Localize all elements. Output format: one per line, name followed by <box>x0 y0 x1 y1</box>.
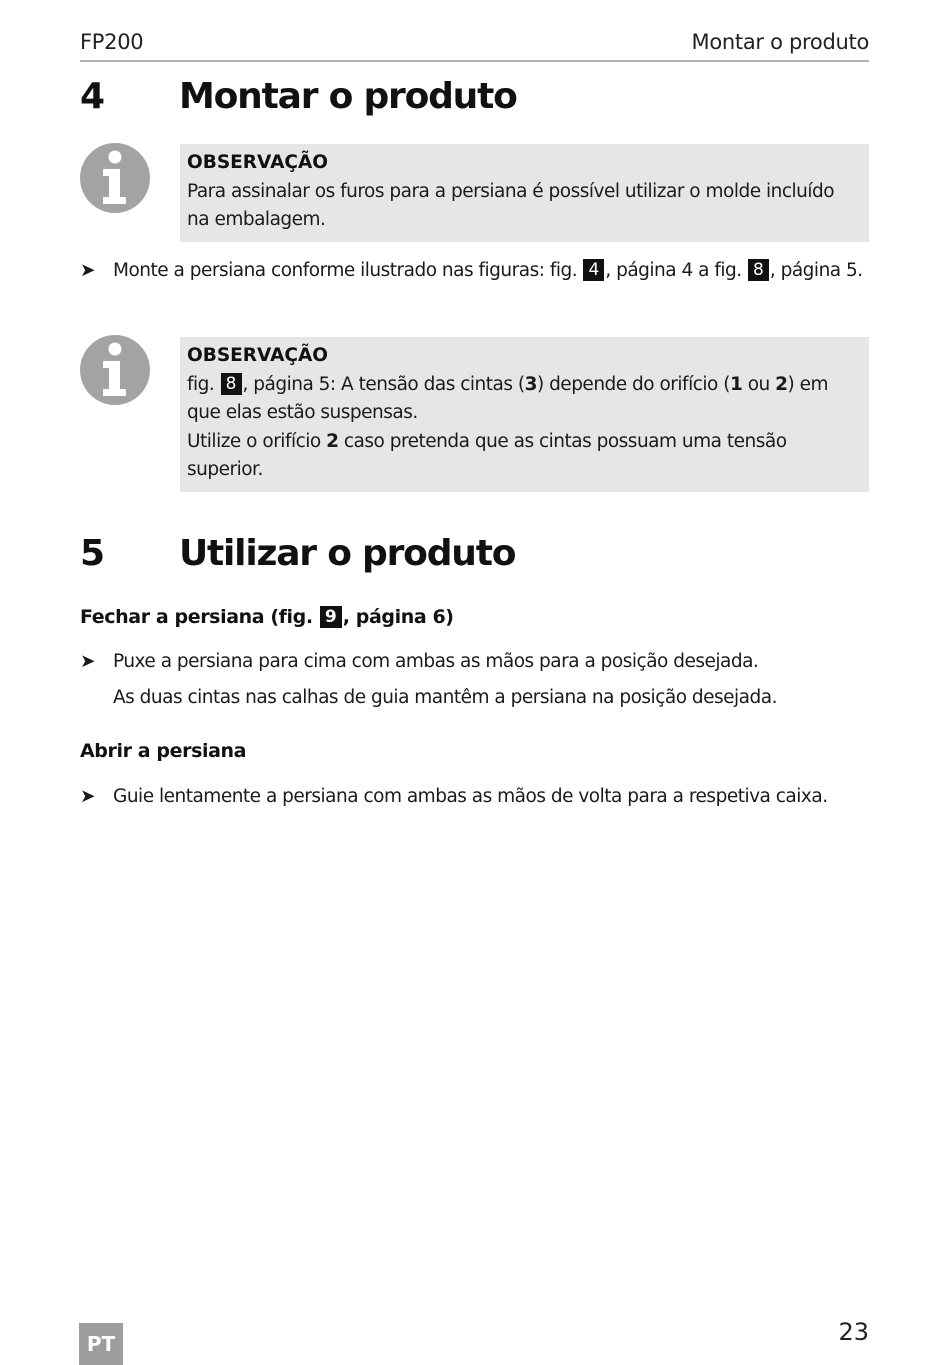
info-icon <box>79 334 151 406</box>
subhead-open: Abrir a persiana <box>80 740 247 762</box>
section-4-heading: Montar o produto <box>179 76 517 117</box>
section-4-number: 4 <box>80 76 104 117</box>
step-close-text: Puxe a persiana para cima com ambas as mãos para a posição desejada. <box>113 651 759 672</box>
figure-ref-8: 8 <box>221 373 242 395</box>
step-open-text: Guie lentamente a persiana com ambas as mãos de volta para a respetiva caixa. <box>113 786 828 807</box>
page-number: 23 <box>838 1318 869 1346</box>
step-mount-text <box>80 257 869 286</box>
note-2-title: OBSERVAÇÃO <box>187 345 329 366</box>
note-2-bold: 3 <box>524 373 537 395</box>
step-mount-part: , página 5. <box>769 260 863 281</box>
figure-ref-8: 8 <box>748 259 769 281</box>
note-2-part: ) depende do orifício ( <box>536 373 730 395</box>
note-box-1 <box>180 144 869 242</box>
note-box-2 <box>180 337 869 492</box>
note-2-line-2 <box>187 428 861 485</box>
step-close-result: As duas cintas nas calhas de guia mantêm a persiana na posição desejada. <box>113 687 777 708</box>
figure-ref-4: 4 <box>583 259 604 281</box>
note-2-part: fig. <box>187 373 220 395</box>
section-5-number: 5 <box>80 533 104 574</box>
step-close <box>80 648 869 677</box>
header-rule <box>80 60 869 62</box>
arrow-right-icon: ➤ <box>80 651 96 672</box>
note-2-line-1 <box>187 371 861 428</box>
header-product: FP200 <box>80 30 144 54</box>
note-1-text: Para assinalar os furos para a persiana é possível utilizar o molde incluído na embalagem. <box>187 180 835 230</box>
arrow-right-icon: ➤ <box>80 786 96 807</box>
step-mount <box>80 257 869 286</box>
subhead-close <box>80 606 454 628</box>
note-1-title: OBSERVAÇÃO <box>187 152 329 173</box>
note-2-part: caso pretenda que as cintas possuam uma tensão superior. <box>187 430 787 480</box>
step-mount-part: , página 4 a fig. <box>605 260 748 281</box>
figure-ref-9: 9 <box>320 606 342 628</box>
step-open <box>80 783 869 812</box>
subhead-close-part: Fechar a persiana (fig. <box>80 606 319 628</box>
section-5-heading: Utilizar o produto <box>179 533 516 574</box>
step-mount-part: Monte a persiana conforme ilustrado nas figuras: fig. <box>113 260 583 281</box>
header-chapter: Montar o produto <box>691 30 869 54</box>
info-icon <box>79 142 151 214</box>
section-4-title <box>80 76 517 117</box>
note-2-part: Utilize o orifício <box>187 430 327 452</box>
note-2-bold: 2 <box>326 430 339 452</box>
subhead-close-part: , página 6) <box>342 606 454 628</box>
note-2-part: , página 5: A tensão das cintas ( <box>242 373 525 395</box>
note-2-bold: 1 <box>729 373 743 395</box>
note-2-part: ou <box>742 373 776 395</box>
note-2-bold: 2 <box>775 373 788 395</box>
section-5-title <box>80 533 515 574</box>
language-badge: PT <box>79 1323 123 1365</box>
note-2-part: ) em que elas estão suspensas. <box>187 373 829 423</box>
arrow-right-icon: ➤ <box>80 260 96 281</box>
